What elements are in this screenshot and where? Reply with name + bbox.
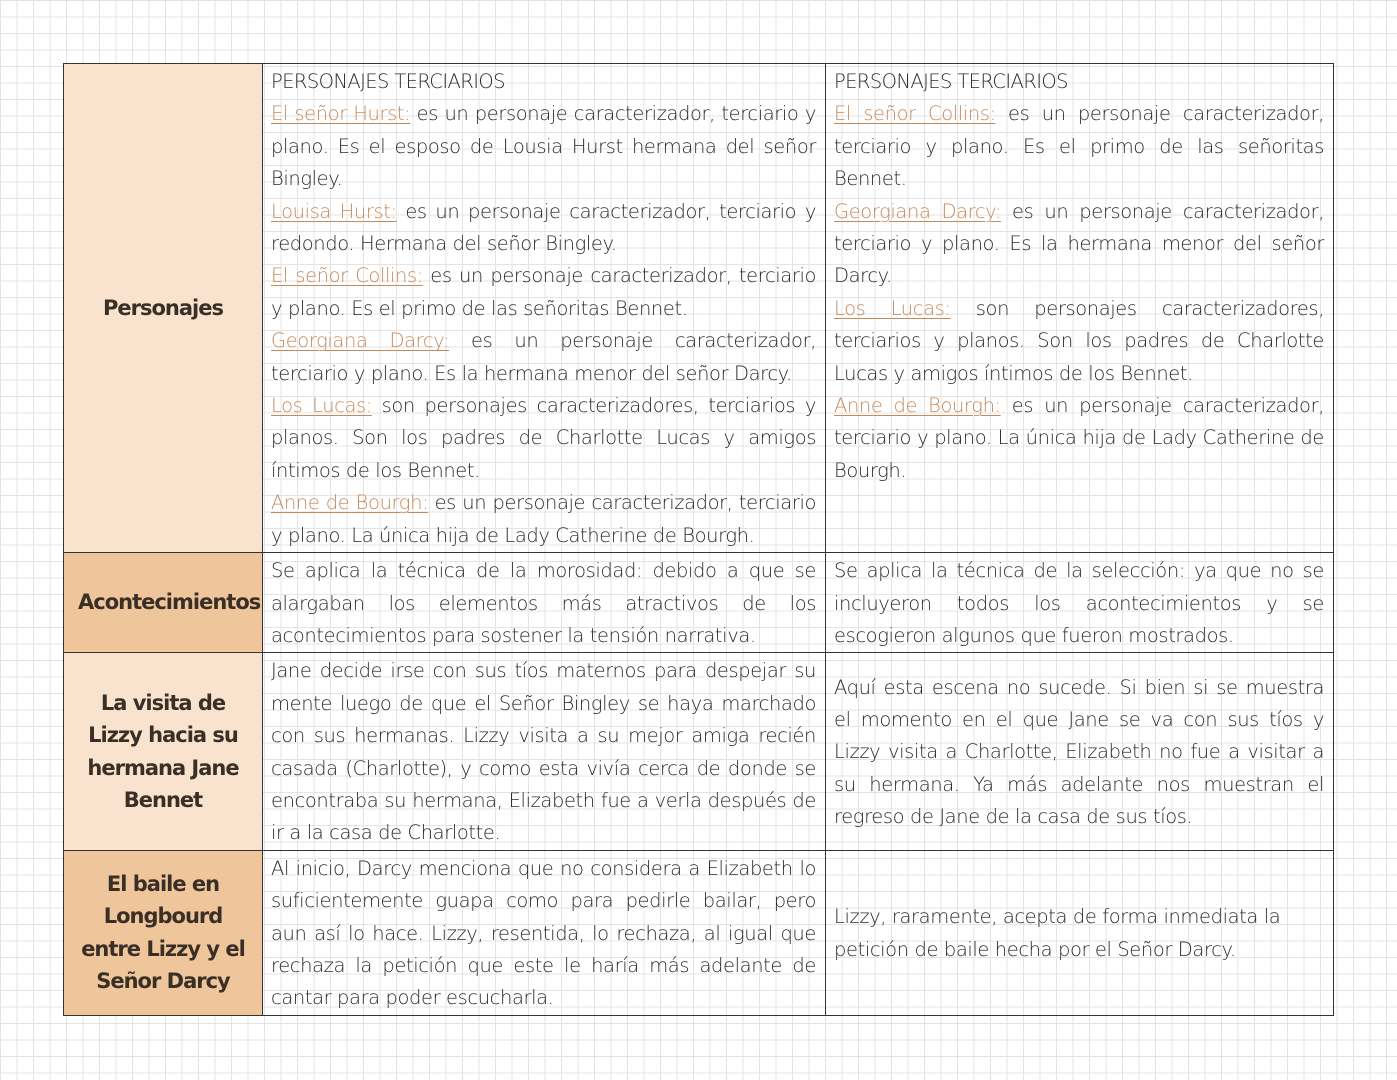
character-term: El señor Hurst: (271, 102, 411, 126)
cell-visita-col2: Aquí esta escena no sucede. Si bien si se muestra el momento en el que Jane se va con sus tíos y Lizzy visita a Charlotte, Elizabeth no fue a visitar a su hermana. Ya más adelante nos muestran el regreso de Jane de la casa de sus tíos. (826, 653, 1334, 850)
section-heading: PERSONAJES TERCIARIOS (271, 70, 505, 93)
cell-baile-col2: Lizzy, raramente, acepta de forma inmediata la petición de baile hecha por el Señor Darcy. (826, 850, 1334, 1015)
character-entry: Anne de Bourgh: es un personaje caracterizador, terciario y plano. La única hija de Lady Catherine de Bourgh. (834, 394, 1324, 482)
cell-personajes-col1 (263, 64, 826, 553)
character-term: Louisa Hurst: (271, 199, 397, 223)
character-entry: El señor Hurst: es un personaje caracterizador, terciario y plano. Es el esposo de Lousia Hurst hermana del señor Bingley. (271, 102, 816, 191)
character-term: Georgiana Darcy: (834, 199, 1002, 223)
character-entry: Georgiana Darcy: es un personaje caracterizador, terciario y plano. Es la hermana menor del señor Darcy. (271, 329, 817, 385)
cell-personajes-col2 (826, 64, 1334, 553)
character-term: Los Lucas: (834, 296, 951, 320)
row-header-personajes: Personajes (64, 64, 263, 553)
character-entry: Louisa Hurst: es un personaje caracterizador, terciario y redondo. Hermana del señor Bingley. (271, 199, 816, 256)
table-row-acontecimientos (64, 553, 1334, 653)
character-entry: Los Lucas: son personajes caracterizadores, terciarios y planos. Son los padres de Charlotte Lucas y amigos íntimos de los Bennet. (271, 394, 816, 482)
character-entry: Anne de Bourgh: es un personaje caracterizador, terciario y plano. La única hija de Lady Catherine de Bourgh. (271, 491, 816, 547)
character-term: El señor Collins: (834, 102, 996, 126)
section-heading: PERSONAJES TERCIARIOS (834, 70, 1068, 93)
character-entry: Georgiana Darcy: es un personaje caracterizador, terciario y plano. Es la hermana menor del señor Darcy. (834, 199, 1325, 288)
character-entry: El señor Collins: es un personaje caracterizador, terciario y plano. Es el primo de las señoritas Bennet. (834, 102, 1324, 191)
cell-baile-col1: Al inicio, Darcy menciona que no considera a Elizabeth lo suficientemente guapa como para pedirle bailar, pero aun así lo hace. Lizzy, resentida, lo rechaza, al igual que rechaza la petición que este le haría más adelante de cantar para poder escucharla. (263, 850, 826, 1015)
character-entry: Los Lucas: son personajes caracterizadores, terciarios y planos. Son los padres de Charlotte Lucas y amigos íntimos de los Bennet. (834, 296, 1324, 385)
character-term: Georgiana Darcy: (271, 329, 450, 353)
row-header-acontecimientos: Acontecimientos (64, 553, 263, 653)
table-row-personajes (64, 64, 1334, 553)
character-entry: El señor Collins: es un personaje caracterizador, terciario y plano. Es el primo de las señoritas Bennet. (271, 264, 816, 320)
character-term: El señor Collins: (271, 264, 423, 288)
cell-acontecimientos-col1: Se aplica la técnica de la morosidad: debido a que se alargaban los elementos más atractivos de los acontecimientos para sostener la tensión narrativa. (263, 553, 826, 653)
comparison-table (63, 63, 1334, 1016)
cell-acontecimientos-col2: Se aplica la técnica de la selección: ya que no se incluyeron todos los acontecimientos y se escogieron algunos que fueron mostrados. (826, 553, 1334, 653)
row-header-baile: El baile en Longbourd entre Lizzy y el Señor Darcy (64, 850, 263, 1015)
character-term: Anne de Bourgh: (271, 491, 429, 515)
character-term: Los Lucas: (271, 394, 372, 418)
character-term: Anne de Bourgh: (834, 394, 1001, 418)
table-row-visita (64, 653, 1334, 850)
table-row-baile (64, 850, 1334, 1015)
row-header-visita: La visita de Lizzy hacia su hermana Jane Bennet (64, 653, 263, 850)
cell-visita-col1: Jane decide irse con sus tíos maternos para despejar su mente luego de que el Señor Bingley se haya marchado con sus hermanas. Lizzy visita a su mejor amiga recién casada (Charlotte), y como esta vivía cerca de donde se encontraba su hermana, Elizabeth fue a verla después de ir a la casa de Charlotte. (263, 653, 826, 850)
